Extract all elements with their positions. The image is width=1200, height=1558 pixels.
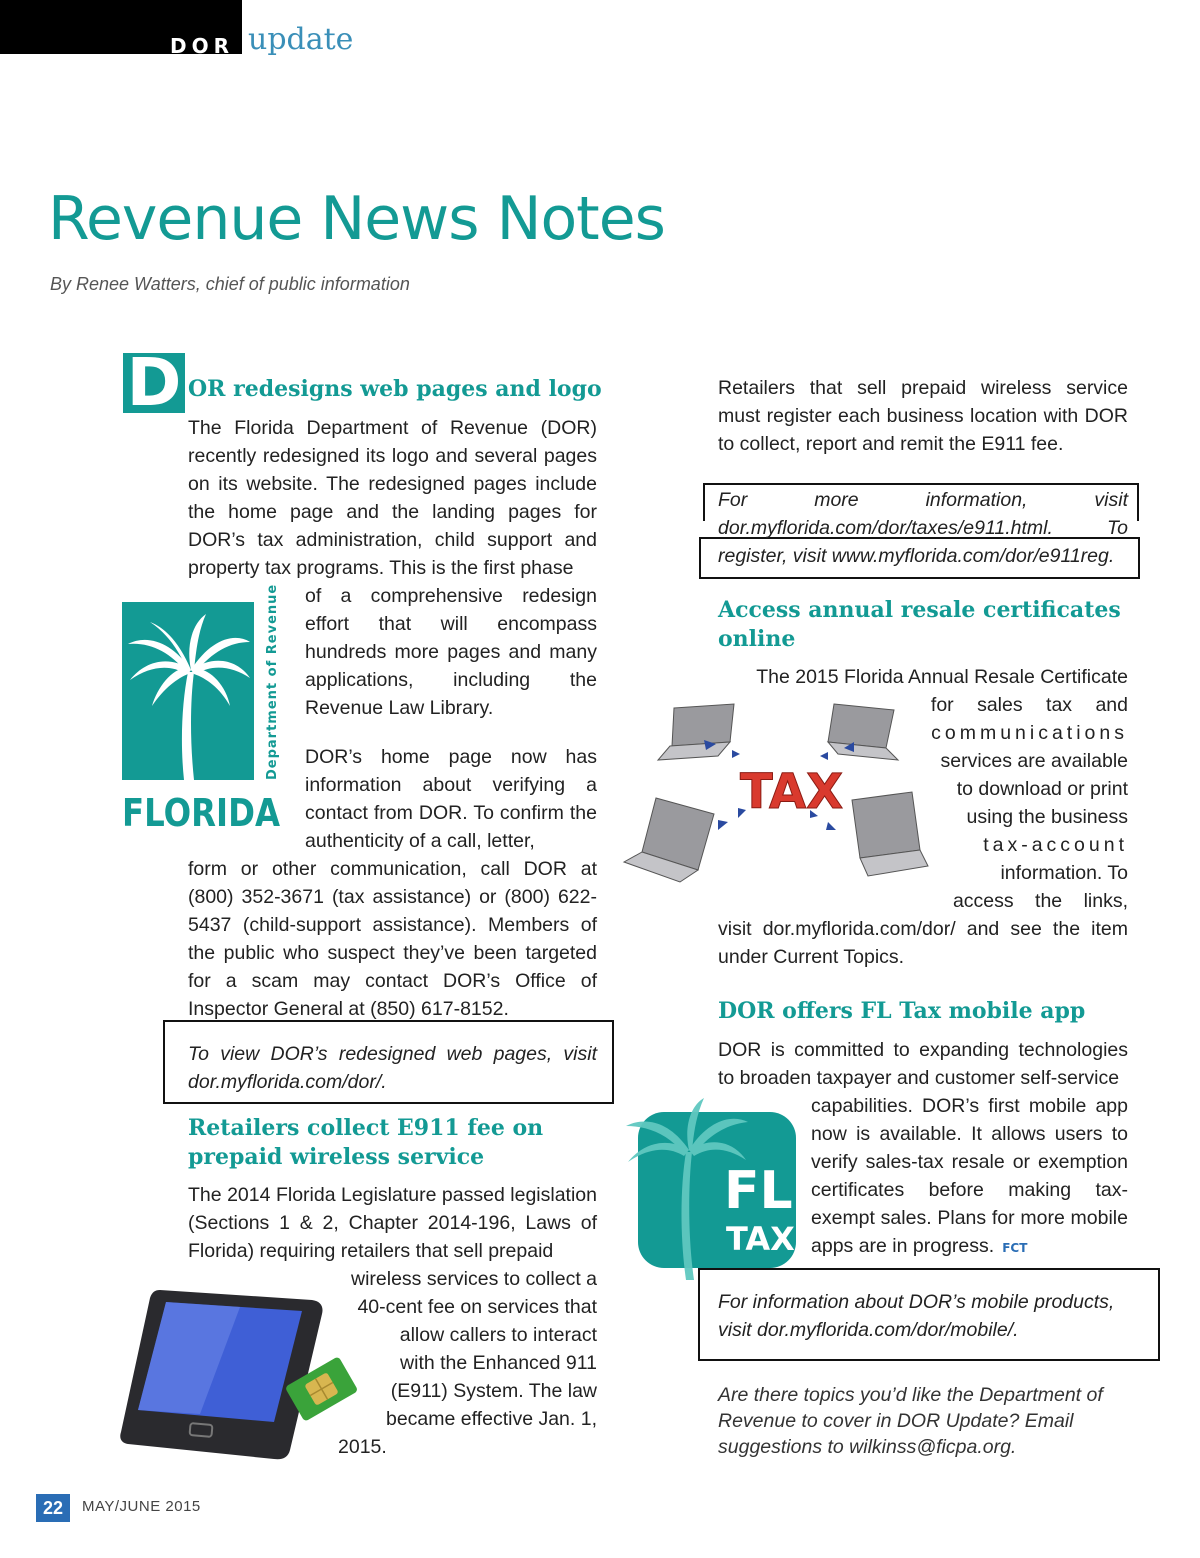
tax-network-image [622,702,932,898]
wrap-line: became effective Jan. 1, [385,1408,597,1430]
app-icon-fl: FL [724,1161,793,1221]
wrap-line: allow callers to interact [399,1324,597,1346]
section1-note: To view DOR’s redesigned web pages, visit dor.myflorida.com/dor/. [188,1043,597,1093]
smartphone-sim-image [120,1282,370,1462]
header-brand: DOR [170,34,235,58]
section1-p2-full: form or other communication, call DOR at (800) 352-3671 (tax assistance) or (800) 622-5437 (child-support assistance). Members of the public who suspect they’ve been targeted for a scam may contact DOR’s Office of Inspector General at (850) 617-8152. [188,858,597,1020]
page-number: 22 [36,1494,70,1522]
article-title: Revenue News Notes [48,184,665,254]
wrap-line: 40-cent fee on services that [357,1296,597,1318]
header-section: update [248,22,354,57]
section4-para-full: DOR is committed to expanding technologies to broaden taxpayer and customer self-service [718,1039,1128,1089]
wrap-line: information. To [1000,862,1128,884]
section1-heading: OR redesigns web pages and logo [188,376,602,402]
logo-florida-word: FLORIDA [122,791,281,835]
wrap-line: using the business [966,806,1128,828]
section3-heading: Access annual resale certificates online [718,597,1121,652]
section1-para1-full [188,414,597,582]
issue-date: MAY/JUNE 2015 [82,1498,201,1515]
drop-cap: D [123,353,185,413]
florida-dor-logo [122,583,282,835]
closing-note: Are there topics you’d like the Department of Revenue to cover in DOR Update? Email suggestions to wilkinss@ficpa.org. [718,1384,1103,1458]
wrap-line: access the links, [952,890,1128,912]
section3-end: visit dor.myflorida.com/dor/ and see the item under Current Topics. [718,918,1128,968]
app-icon [626,1098,802,1282]
app-icon-tax: TAX [726,1220,795,1258]
wrap-line: communications [931,722,1128,744]
article-byline: By Renee Watters, chief of public information [50,274,410,294]
wrap-line: services are available [940,750,1128,772]
wrap-line: (E911) System. The law [390,1380,597,1402]
section1-p2-wrap: DOR’s home page now has information about verifying a contact from DOR. To confirm the authenticity of a call, letter, [305,746,597,852]
wrap-line: with the Enhanced 911 [400,1352,597,1374]
section2-para1-full: The 2014 Florida Legislature passed legislation (Sections 1 & 2, Chapter 2014-196, Laws of Florida) requiring retailers that sell prepaid [188,1184,597,1262]
section1-para1-wrap [305,582,597,722]
wrap-line: for sales tax and [930,694,1128,716]
section3-first-line: The 2015 Florida Annual Resale Certificate [756,666,1128,688]
laptops-network-icon [622,702,932,898]
section1-para2-wrap [305,743,597,855]
section1-p1-full: The Florida Department of Revenue (DOR) recently redesigned its logo and several pages on its website. The redesigned pages include the home page and the landing pages for DOR’s tax administration, child support and property tax programs. This is the first phase [188,417,597,579]
section1-p1-wrap: of a comprehensive redesign effort that will encompass hundreds more pages and many applications, including the Revenue Law Library. [305,585,597,719]
wrap-line: tax-account [983,834,1128,856]
wrap-line: wireless services to collect a [351,1268,597,1290]
logo-dept-text: Department of Revenue [265,583,280,780]
wrap-line: 2015. [338,1436,387,1458]
section4-note: For information about DOR’s mobile products, visit dor.myflorida.com/dor/mobile/. [718,1291,1115,1341]
fl-tax-app-icon [626,1098,802,1282]
smartphone-icon [120,1282,370,1462]
section4-para-wrap [811,1092,1128,1262]
palm-tree-icon [122,583,282,835]
fct-signature: FCT [1002,1241,1028,1255]
section2-note: For more information, visit dor.myflorida.com/dor/taxes/e911.html. To register, visit www.myflorida.com/dor/e911reg. [718,489,1128,567]
section4-p-wrap: capabilities. DOR’s first mobile app now is available. It allows users to verify sales-tax resale or exemption certificates before making tax-exempt sales. Plans for more mobile apps are in progress. [811,1095,1128,1257]
section2-heading: Retailers collect E911 fee on prepaid wireless service [188,1115,544,1170]
wrap-line: to download or print [956,778,1128,800]
section1-para2-full [188,855,597,1023]
section4-heading: DOR offers FL Tax mobile app [718,998,1086,1024]
section2-para2: Retailers that sell prepaid wireless service must register each business location with DOR to collect, report and remit the E911 fee. [718,377,1128,455]
tax-label: TAX [740,764,844,820]
